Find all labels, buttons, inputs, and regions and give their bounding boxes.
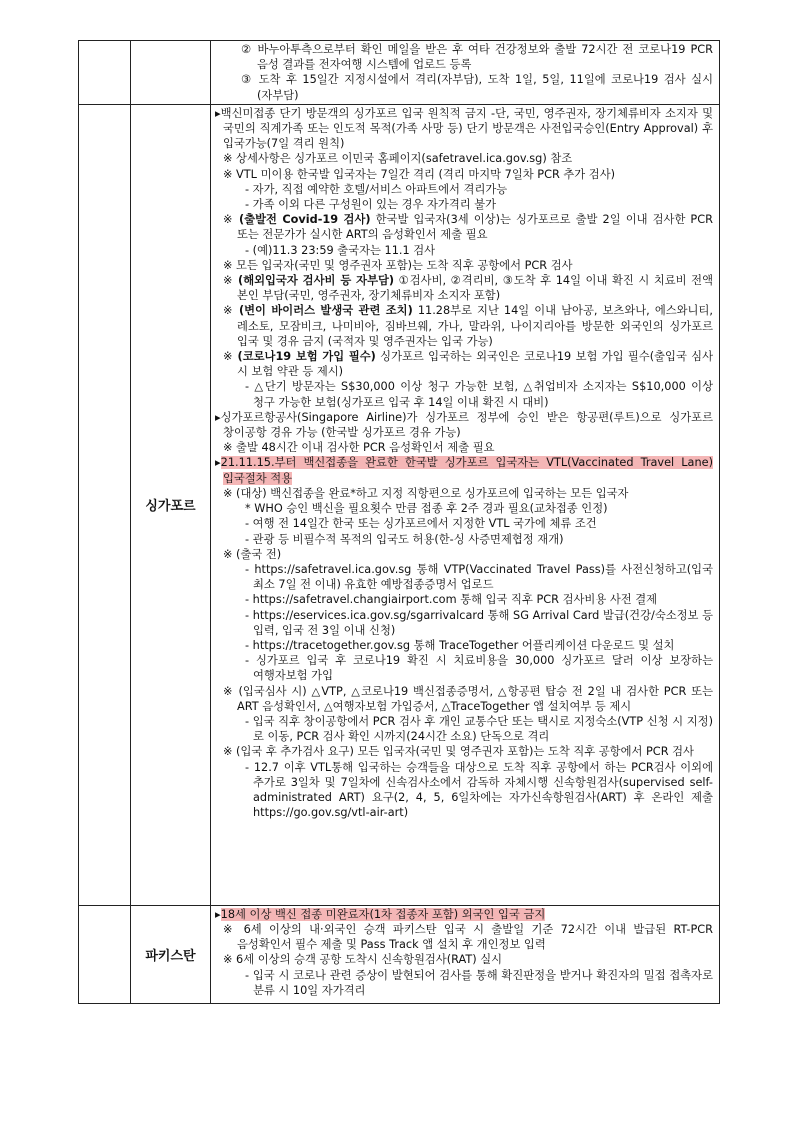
text-line: ※ (출발전 Covid-19 검사) 한국발 입국자(3세 이상)는 싱가포르로 출발 2일 이내 검사한 PCR 또는 전문가가 실시한 ART의 음성확인서 제출 필요 bbox=[223, 213, 713, 242]
text-line bbox=[215, 516, 713, 531]
text-line bbox=[215, 151, 713, 166]
line-text: - 관광 등 비필수적 목적의 입국도 허용(한-싱 사증면제협정 재개) bbox=[245, 532, 564, 546]
content-pakistan bbox=[211, 906, 719, 999]
region-cell bbox=[131, 41, 211, 105]
line-text: ①검사비, ②격리비, ③도착 후 14일 이내 확진 시 치료비 전액 본인 부담(국민, 영주권자, 장기체류비자 소지자 포함) bbox=[237, 274, 713, 303]
bold-heading: (코로나19 보험 가입 필수) bbox=[237, 350, 376, 364]
line-text: - 싱가포르 입국 후 코로나19 확진 시 치료비용을 30,000 싱가포르 달러 이상 보장하는 여행자보험 가입 bbox=[245, 654, 713, 683]
line-text: - (예)11.3 23:59 출국자는 11.1 검사 bbox=[245, 243, 436, 257]
bold-heading: (변이 바이러스 발생국 관련 조치) bbox=[238, 304, 413, 318]
line-text: ※ (입국심사 시) △VTP, △코로나19 백신접종증명서, △항공편 탑승 전 2일 내 검사한 PCR 또는 ART 음성확인서, △여행자보험 가입증서, △TraceTogether 앱 설치여부 등 제시 bbox=[223, 684, 713, 713]
text-line bbox=[215, 501, 713, 516]
table-row bbox=[79, 104, 720, 905]
travel-restrictions-table bbox=[78, 40, 720, 1004]
line-text: ② 바누아투측으로부터 확인 메일을 받은 후 여타 건강정보와 출발 72시간 전 코로나19 PCR 음성 결과를 전자여행 시스템에 업로드 등록 bbox=[241, 43, 713, 72]
content-cell bbox=[211, 905, 720, 1003]
region-pakistan: 파키스탄 bbox=[131, 905, 211, 1003]
line-text: - △단기 방문자는 S$30,000 이상 청구 가능한 보험, △취업비자 소지자는 S$10,000 이상 청구 가능한 보험(싱가포르 입국 후 14일 이내 확진 시 대비) bbox=[245, 380, 713, 409]
text-line bbox=[215, 547, 713, 562]
line-text: - https://eservices.ica.gov.sg/sgarrivalcard 통해 SG Arrival Card 발급(건강/숙소정보 등 입력, 입국 전 3일 이내 신청) bbox=[245, 608, 713, 637]
line-text: ※ (대상) 백신접종을 완료*하고 지정 직항편으로 싱가포르에 입국하는 모든 입국자 bbox=[223, 486, 629, 500]
line-text: ※ 6세 이상의 내·외국인 승객 파키스탄 입국 시 출발일 기준 72시간 이내 발급된 RT-PCR 음성확인서 필수 제출 및 Pass Track 앱 설치 후 개인정보 입력 bbox=[223, 923, 713, 952]
text-line bbox=[215, 638, 713, 653]
text-line bbox=[215, 653, 713, 683]
line-text: * WHO 승인 백신을 필요횟수 만큼 접종 후 2주 경과 필요(교차접종 인정) bbox=[245, 502, 608, 516]
line-text: - 입국 직후 창이공항에서 PCR 검사 후 개인 교통수단 또는 택시로 지정숙소(VTP 신청 시 지정)로 이동, PCR 검사 확인 시까지(24시간 소요) 단독으로 격리 bbox=[245, 714, 713, 744]
text-line bbox=[215, 106, 713, 152]
text-line bbox=[215, 592, 713, 607]
content-cell bbox=[211, 41, 720, 105]
line-text: 한국발 입국자(3세 이상)는 싱가포르로 출발 2일 이내 검사한 PCR 또는 전문가가 실시한 ART의 음성확인서 제출 필요 bbox=[237, 213, 713, 242]
text-line bbox=[215, 440, 713, 455]
line-text: ▸백신미접종 단기 방문객의 싱가포르 입국 원칙적 금지 -단, 국민, 영주권자, 장기체류비자 소지자 및 국민의 직계가족 또는 인도적 목적(가족 사망 등) 단기 방문객은 사전입국승인(Entry Approval) 후 입국가능(7일 격리 원칙) bbox=[215, 106, 713, 151]
text-line bbox=[215, 562, 713, 592]
line-text: ※ 상세사항은 싱가포르 이민국 홈페이지(safetravel.ica.gov.sg) 참조 bbox=[223, 152, 573, 166]
text-line bbox=[215, 167, 713, 182]
text-line: ※ (해외입국자 검사비 등 자부담) ①검사비, ②격리비, ③도착 후 14일 이내 확진 시 치료비 전액 본인 부담(국민, 영주권자, 장기체류비자 소지자 포함) bbox=[223, 274, 713, 303]
text-line bbox=[215, 714, 713, 744]
content-singapore bbox=[211, 105, 719, 822]
highlighted-text: 18세 이상 백신 접종 미완료자(1차 접종자 포함) 외국인 입국 금지 bbox=[220, 907, 546, 921]
text-line bbox=[215, 952, 713, 967]
line-text: - 입국 시 코로나 관련 증상이 발현되어 검사를 통해 확진판정을 받거나 확진자의 밀접 접촉자로 분류 시 10일 자가격리 bbox=[245, 968, 713, 997]
text-line bbox=[215, 42, 713, 72]
line-text: ※ (입국 후 추가검사 요구) 모든 입국자(국민 및 영주권자 포함)는 도착 직후 공항에서 PCR 검사 bbox=[223, 745, 694, 759]
text-line bbox=[215, 968, 713, 998]
text-line bbox=[215, 379, 713, 409]
bold-heading: (해외입국자 검사비 등 자부담) bbox=[238, 274, 395, 288]
line-text: - 여행 전 14일간 한국 또는 싱가포르에서 지정한 VTL 국가에 체류 조건 bbox=[245, 517, 597, 531]
text-line bbox=[215, 760, 713, 821]
line-text: 11.28부로 지난 14일 이내 남아공, 보츠와나, 에스와니티, 레소토, 모잠비크, 나미비아, 짐바브웨, 가나, 말라위, 나이지리아를 방문한 외국인의 싱가포르 입국 및 경유 금지 (국적자 및 영주권자는 입국 가능) bbox=[237, 304, 713, 348]
text-line bbox=[215, 744, 713, 759]
table-row bbox=[79, 41, 720, 105]
line-text: - https://safetravel.changiairport.com 통해 입국 직후 PCR 검사비용 사전 결제 bbox=[245, 593, 658, 607]
line-text: ※ 모든 입국자(국민 및 영주권자 포함)는 도착 직후 공항에서 PCR 검사 bbox=[223, 258, 573, 272]
line-text: ▸싱가포르항공사(Singapore Airline)가 싱가포르 정부에 승인 받은 항공편(루트)으로 싱가포르 창이공항 경유 가능 (한국발 싱가포르 경유 가능) bbox=[215, 410, 713, 440]
line-text: - 자가, 직접 예약한 호텔/서비스 아파트에서 격리가능 bbox=[245, 182, 508, 196]
line-text: - https://tracetogether.gov.sg 통해 TraceTogether 어플리케이션 다운로드 및 설치 bbox=[245, 638, 675, 652]
line-text: ※ (출국 전) bbox=[223, 547, 282, 561]
region-singapore: 싱가포르 bbox=[131, 104, 211, 905]
blank-cell bbox=[79, 41, 131, 105]
line-text: ※ 6세 이상의 승객 공항 도착시 신속항원검사(RAT) 실시 bbox=[223, 953, 503, 967]
line-text: 싱가포르 입국하는 외국인은 코로나19 보험 가입 필수(출입국 심사 시 보험 약관 등 제시) bbox=[237, 350, 714, 379]
text-line bbox=[215, 532, 713, 547]
text-line: ▸21.11.15.부터 백신접종을 완료한 한국발 싱가포르 입국자는 VTL(Vaccinated Travel Lane) 입국절차 적용 bbox=[215, 456, 713, 485]
content-top bbox=[211, 41, 719, 104]
text-line bbox=[215, 922, 713, 952]
text-line bbox=[215, 182, 713, 197]
text-line: ※ (코로나19 보험 가입 필수) 싱가포르 입국하는 외국인은 코로나19 보험 가입 필수(출입국 심사 시 보험 약관 등 제시) bbox=[223, 350, 714, 379]
blank-cell bbox=[79, 905, 131, 1003]
text-line bbox=[215, 72, 713, 102]
line-text: ③ 도착 후 15일간 지정시설에서 격리(자부담), 도착 1일, 5일, 11일에 코로나19 검사 실시(자부담) bbox=[241, 73, 713, 102]
text-line bbox=[215, 197, 713, 212]
bold-heading: (출발전 Covid-19 검사) bbox=[239, 213, 371, 227]
blank-cell bbox=[79, 104, 131, 905]
table-row bbox=[79, 905, 720, 1003]
text-line: ▸18세 이상 백신 접종 미완료자(1차 접종자 포함) 외국인 입국 금지 bbox=[215, 907, 546, 921]
text-line bbox=[215, 684, 713, 714]
text-line: ※ (변이 바이러스 발생국 관련 조치) 11.28부로 지난 14일 이내 남아공, 보츠와나, 에스와니티, 레소토, 모잠비크, 나미비아, 짐바브웨, 가나, 말라위, 나이지리아를 방문한 외국인의 싱가포르 입국 및 경유 금지 (국적자 및 영주권자는 입국 가능) bbox=[223, 304, 713, 348]
line-text: - 12.7 이후 VTL통해 입국하는 승객들을 대상으로 도착 직후 공항에서 하는 PCR검사 이외에 추가로 3일차 및 7일차에 신속검사소에서 감독하 자체시행 신속항원검사(supervised self-administrated ART) 요구(2, 4, 5, 6일차에는 자가신속항원검사(ART) 후 온라인 제출 https://go.gov.sg/vtl-air-art) bbox=[245, 760, 713, 820]
text-line bbox=[215, 608, 713, 638]
text-line bbox=[215, 243, 713, 258]
line-text: - https://safetravel.ica.gov.sg 통해 VTP(Vaccinated Travel Pass)를 사전신청하고(입국 최소 7일 전 이내) 유효한 예방접종증명서 업로드 bbox=[245, 562, 713, 592]
text-line bbox=[215, 410, 713, 440]
line-text: ※ 출발 48시간 이내 검사한 PCR 음성확인서 제출 필요 bbox=[223, 441, 495, 455]
line-text: - 가족 이외 다른 구성원이 있는 경우 자가격리 불가 bbox=[245, 198, 497, 212]
content-cell bbox=[211, 104, 720, 905]
text-line bbox=[215, 486, 713, 501]
line-text: ※ VTL 미이용 한국발 입국자는 7일간 격리 (격리 마지막 7일차 PCR 추가 검사) bbox=[223, 167, 616, 181]
text-line bbox=[215, 258, 713, 273]
highlighted-text: 21.11.15.부터 백신접종을 완료한 한국발 싱가포르 입국자는 VTL(Vaccinated Travel Lane) 입국절차 적용 bbox=[220, 456, 713, 485]
